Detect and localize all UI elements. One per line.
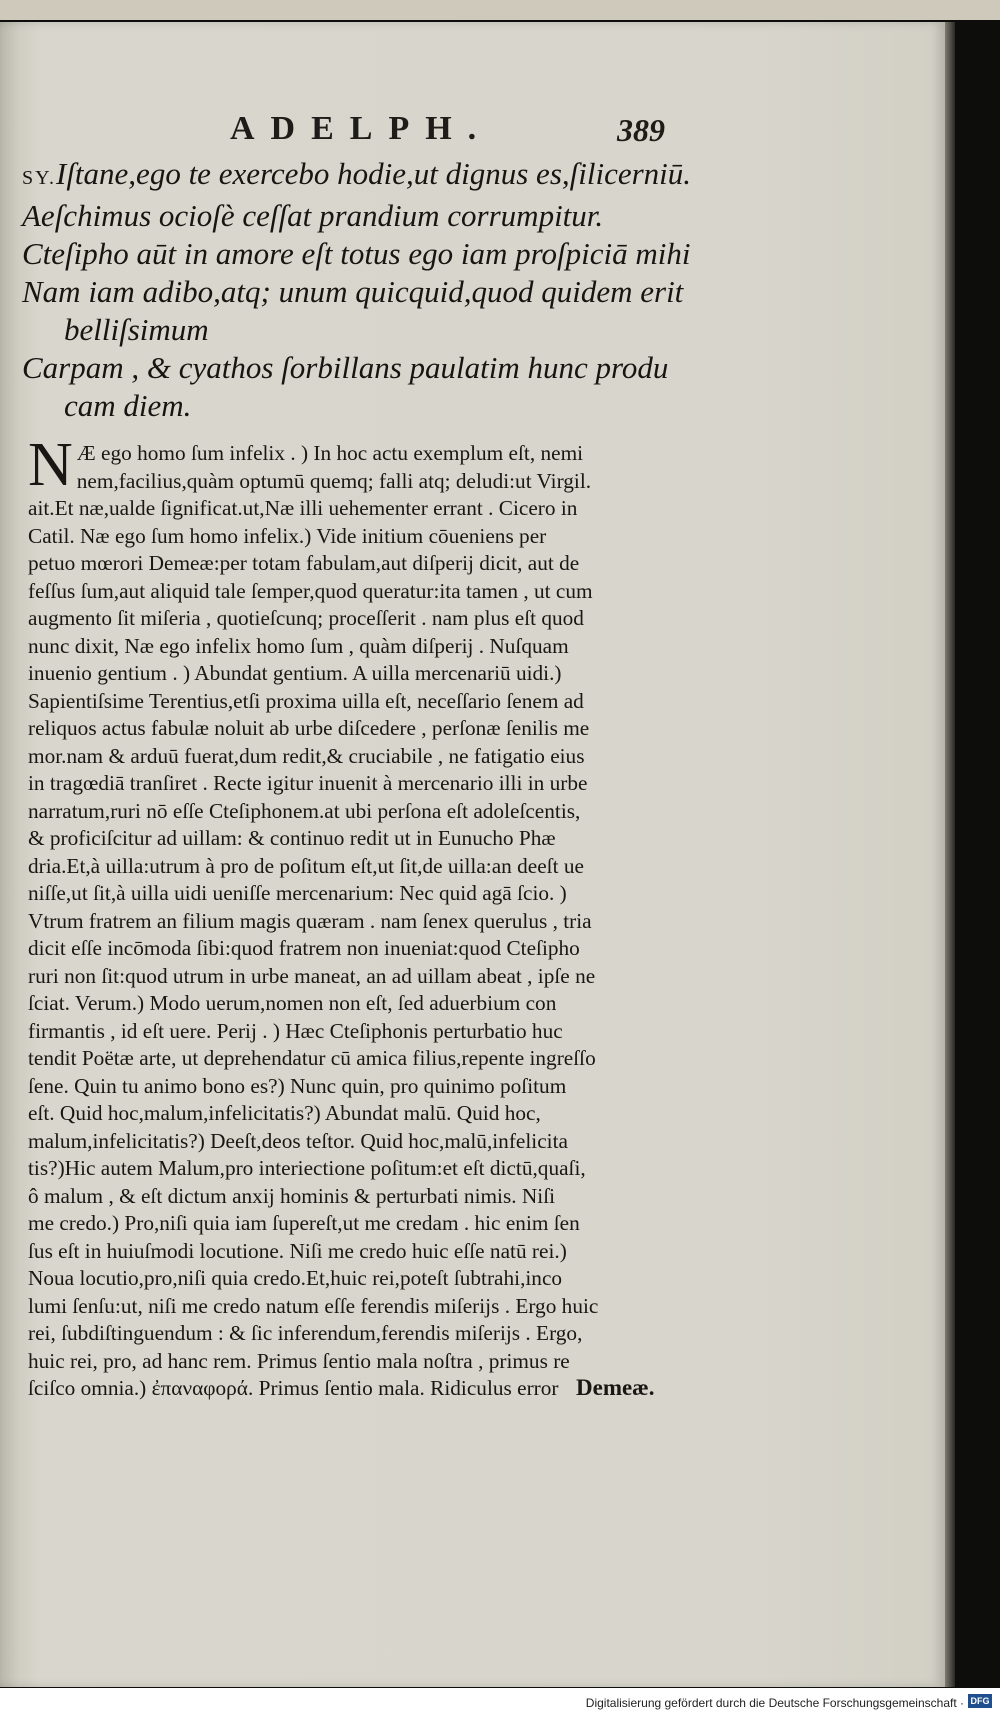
commentary-line: Noua locutio,pro,niſi quia credo.Et,huic rei,poteſt ſubtrahi,inco (28, 1266, 563, 1290)
commentary-line: ſus eſt in huiuſmodi locutione. Niſi me credo huic eſſe natū rei.) (28, 1238, 567, 1263)
footer-bar (0, 1688, 1000, 1721)
verse-line: belliſsimum (64, 312, 209, 347)
commentary-line: feſſus ſum,aut aliquid tale ſemper,quod queratur:ita tamen , ut cum (28, 578, 593, 603)
commentary-line: firmantis , id eſt uere. Perij . ) Hæc Cteſiphonis perturbatio huc (28, 1018, 563, 1043)
commentary-line: augmento ſit miſeria , quotieſcunq; proceſſerit . nam plus eſt quod (28, 606, 584, 630)
commentary-line: tendit Poëtæ arte, ut deprehendatur cū amica filius,repente ingreſſo (28, 1046, 596, 1070)
funding-notice: Digitalisierung gefördert durch die Deutsche Forschungsgemeinschaft · (585, 1696, 964, 1710)
commentary-block (28, 431, 668, 1403)
verse-line: Carpam , & cyathos ſorbillans paulatim hunc produ (22, 350, 669, 385)
verse-block (22, 155, 692, 425)
commentary-line: rei, ſubdiſtinguendum : & ſic inferendum,ferendis miſerijs . Ergo, (28, 1321, 583, 1345)
commentary-line: ſciſco omnia.) ἐπαναφορά. Primus ſentio mala. Ridiculus error (28, 1376, 559, 1400)
commentary-line: narratum,ruri nō eſſe Cteſiphonem.at ubi perſona eſt adoleſcentis, (28, 798, 581, 823)
commentary-line: reliquos actus fabulæ noluit ab urbe diſcedere , perſonæ ſenilis me (28, 716, 590, 740)
drop-cap: N (28, 431, 73, 499)
running-head: ADELPH. (230, 110, 493, 147)
commentary-line: Vtrum fratrem an filium magis quæram . nam ſenex querulus , tria (28, 908, 592, 933)
commentary-line: ſciat. Verum.) Modo uerum,nomen non eſt, ſed aduerbium con (28, 991, 557, 1015)
scan-background-top (0, 0, 1000, 20)
commentary-line: petuo mœrori Demeæ:per totam fabulam,aut diſperij dicit, aut de (28, 551, 580, 575)
commentary-line: huic rei, pro, ad hanc rem. Primus ſentio mala noſtra , primus re (28, 1348, 570, 1373)
commentary-lines (28, 431, 668, 1403)
commentary-line: ait.Et næ,ualde ſignificat.ut,Næ illi uehementer errant . Cicero in (28, 496, 578, 520)
commentary-line: malum,infelicitatis?) Deeſt,deos teſtor. Quid hoc,malū,infelicita (28, 1128, 568, 1153)
commentary-line: ruri non ſit:quod utrum in urbe maneat, an ad uillam abeat , ipſe ne (28, 963, 596, 988)
verse-line: cam diem. (64, 388, 192, 423)
commentary-line: niſſe,ut ſit,à uilla uidi ueniſſe mercenarium: Nec quid agā ſcio. ) (28, 881, 567, 905)
commentary-line: mor.nam & arduū fuerat,dum redit,& cruciabile , ne fatigatio eius (28, 743, 585, 768)
commentary-line: ſene. Quin tu animo bono es?) Nunc quin, pro quinimo poſitum (28, 1073, 567, 1098)
verse-line: Cteſipho aūt in amore eſt totus ego iam proſpiciā mihi (22, 236, 691, 271)
page-edge (945, 22, 955, 1687)
speaker-label: SY. (22, 167, 56, 189)
commentary-line: ô malum , & eſt dictum anxij hominis & perturbati nimis. Niſi (28, 1183, 556, 1208)
catchword: Demeæ. (576, 1375, 655, 1400)
dfg-logo: DFG (968, 1694, 992, 1708)
commentary-line: lumi ſenſu:ut, niſi me credo natum eſſe ferendis miſerijs . Ergo huic (28, 1293, 599, 1318)
commentary-line: dicit eſſe incōmoda ſibi:quod fratrem non inueniat:quod Cteſipho (28, 936, 580, 960)
verse-text: Iſtane,ego te exercebo hodie,ut dignus es,ſilicerniū. (56, 156, 692, 191)
page-number: 389 (617, 112, 665, 148)
commentary-line: inuenio gentium . ) Abundat gentium. A uilla mercenariū uidi.) (28, 661, 562, 685)
commentary-line: nem,facilius,quàm optumū quemq; falli atq; deludi:ut Virgil. (76, 468, 592, 493)
verse-line: Nam iam adibo,atq; unum quicquid,quod quidem erit (22, 274, 684, 309)
verse-line: Aeſchimus ocioſè ceſſat prandium corrumpitur. (22, 198, 604, 233)
commentary-line: in tragœdiā tranſiret . Recte igitur inuenit à mercenario illi in urbe (28, 771, 588, 795)
commentary-line: Catil. Næ ego ſum homo infelix.) Vide initium cōueniens per (28, 523, 547, 548)
commentary-line: Æ ego homo ſum infelix . ) In hoc actu exemplum eſt, nemi (76, 441, 584, 465)
commentary-line: me credo.) Pro,niſi quia iam ſupereſt,ut me credam . hic enim ſen (28, 1211, 580, 1235)
commentary-line: & proficiſcitur ad uillam: & continuo redit ut in Eunucho Phæ (28, 826, 556, 850)
commentary-line: dria.Et,à uilla:utrum à pro de poſitum eſt,ut ſit,de uilla:an deeſt ue (28, 853, 584, 878)
commentary-line: tis?)Hic autem Malum,pro interiectione poſitum:et eſt dictū,quaſi, (28, 1156, 586, 1180)
verse-line (22, 155, 692, 197)
commentary-line: nunc dixit, Næ ego infelix homo ſum , quàm diſperij . Nuſquam (28, 633, 569, 658)
commentary-line: eſt. Quid hoc,malum,infelicitatis?) Abundat malū. Quid hoc, (28, 1101, 541, 1125)
commentary-line: Sapientiſsime Terentius,etſi proxima uilla eſt, neceſſario ſenem ad (28, 688, 584, 713)
